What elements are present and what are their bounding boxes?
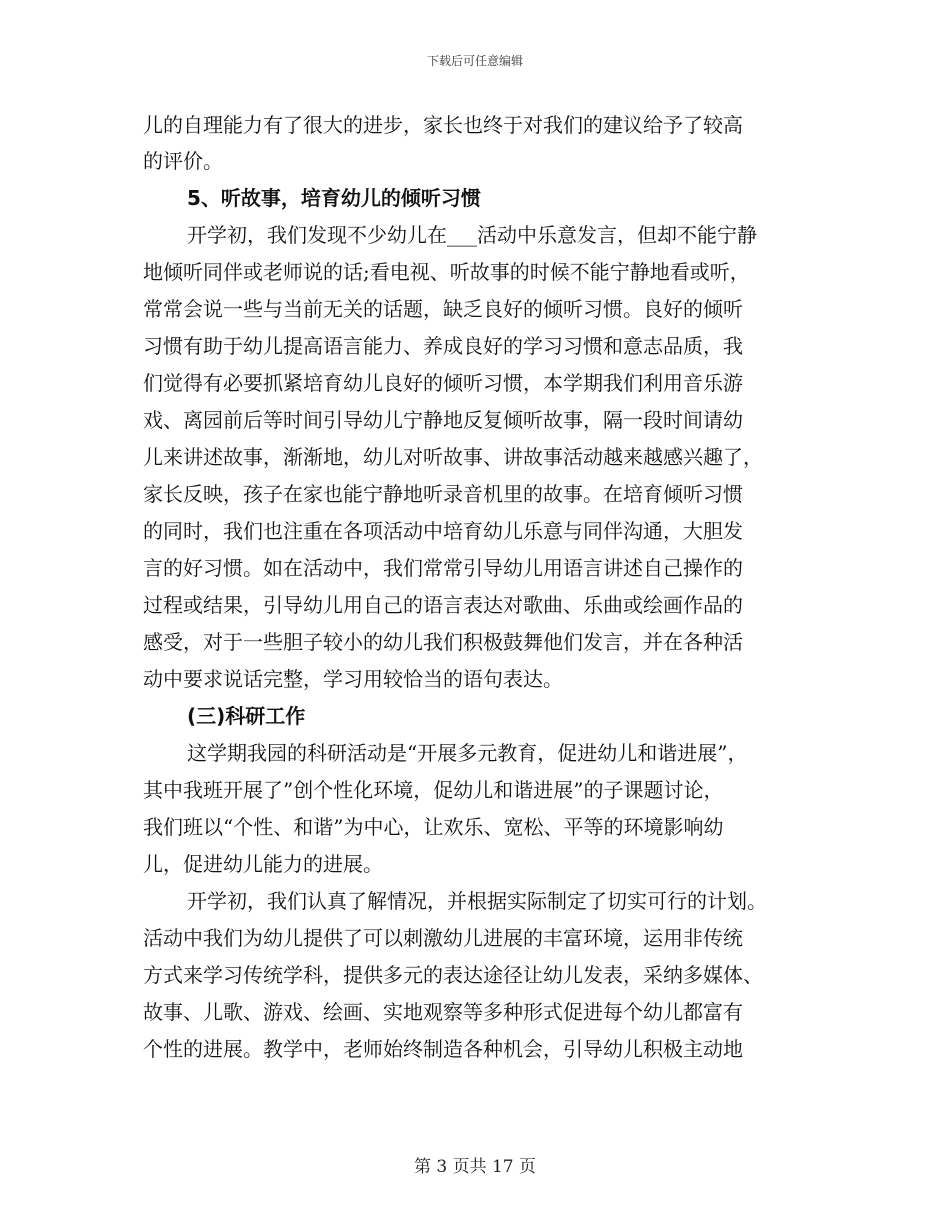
paragraph-line: 个性的进展。教学中，老师始终制造各种机会，引导幼儿积极主动地: [143, 1037, 743, 1061]
paragraph-line: 的同时，我们也注重在各项活动中培育幼儿乐意与同伴沟通，大胆发: [143, 519, 743, 543]
paragraph-line: 儿的自理能力有了很大的进步，家长也终于对我们的建议给予了较高: [143, 113, 743, 137]
paragraph-line: 这学期我园的科研活动是“开展多元教育，促进幼儿和谐进展”，: [187, 741, 748, 765]
paragraph-line: 儿，促进幼儿能力的进展。: [143, 852, 383, 876]
paragraph-line: 常常会说一些与当前无关的话题，缺乏良好的倾听习惯。良好的倾听: [143, 297, 743, 321]
paragraph-line: 言的好习惯。如在活动中，我们常常引导幼儿用语言讲述自己操作的: [143, 556, 743, 580]
paragraph-line: 的评价。: [143, 149, 223, 173]
paragraph-line: 感受，对于一些胆子较小的幼儿我们积极鼓舞他们发言，并在各种活: [143, 630, 743, 654]
paragraph-line: 开学初，我们认真了解情况，并根据实际制定了切实可行的计划。: [187, 889, 767, 913]
paragraph-line: 习惯有助于幼儿提高语言能力、养成良好的学习习惯和意志品质，我: [143, 334, 743, 358]
paragraph-line: 们觉得有必要抓紧培育幼儿良好的倾听习惯，本学期我们利用音乐游: [143, 371, 743, 395]
paragraph-line: 戏、离园前后等时间引导幼儿宁静地反复倾听故事，隔一段时间请幼: [143, 408, 743, 432]
section-heading: 5、听故事，培育幼儿的倾听习惯: [187, 186, 481, 210]
paragraph-line: 过程或结果，引导幼儿用自己的语言表达对歌曲、乐曲或绘画作品的: [143, 593, 743, 617]
paragraph-line: 活动中我们为幼儿提供了可以刺激幼儿进展的丰富环境，运用非传统: [143, 926, 743, 950]
paragraph-line: 动中要求说话完整，学习用较恰当的语句表达。: [143, 667, 563, 691]
paragraph-line: 开学初，我们发现不少幼儿在___活动中乐意发言，但却不能宁静: [187, 223, 757, 247]
section-heading: (三)科研工作: [187, 704, 306, 728]
page-header: 下载后可任意编辑: [426, 54, 523, 68]
paragraph-line: 故事、儿歌、游戏、绘画、实地观察等多种形式促进每个幼儿都富有: [143, 1000, 743, 1024]
paragraph-line: 家长反映，孩子在家也能宁静地听录音机里的故事。在培育倾听习惯: [143, 482, 743, 506]
paragraph-line: 地倾听同伴或老师说的话;看电视、听故事的时候不能宁静地看或听，: [143, 260, 750, 284]
page-footer: 第 3 页共 17 页: [413, 1157, 537, 1177]
paragraph-line: 其中我班开展了”创个性化环境，促幼儿和谐进展”的子课题讨论，: [143, 778, 724, 802]
paragraph-line: 我们班以“个性、和谐”为中心，让欢乐、宽松、平等的环境影响幼: [143, 815, 724, 839]
paragraph-line: 儿来讲述故事，渐渐地，幼儿对听故事、讲故事活动越来越感兴趣了，: [143, 445, 763, 469]
paragraph-line: 方式来学习传统学科，提供多元的表达途径让幼儿发表，采纳多媒体、: [143, 963, 763, 987]
